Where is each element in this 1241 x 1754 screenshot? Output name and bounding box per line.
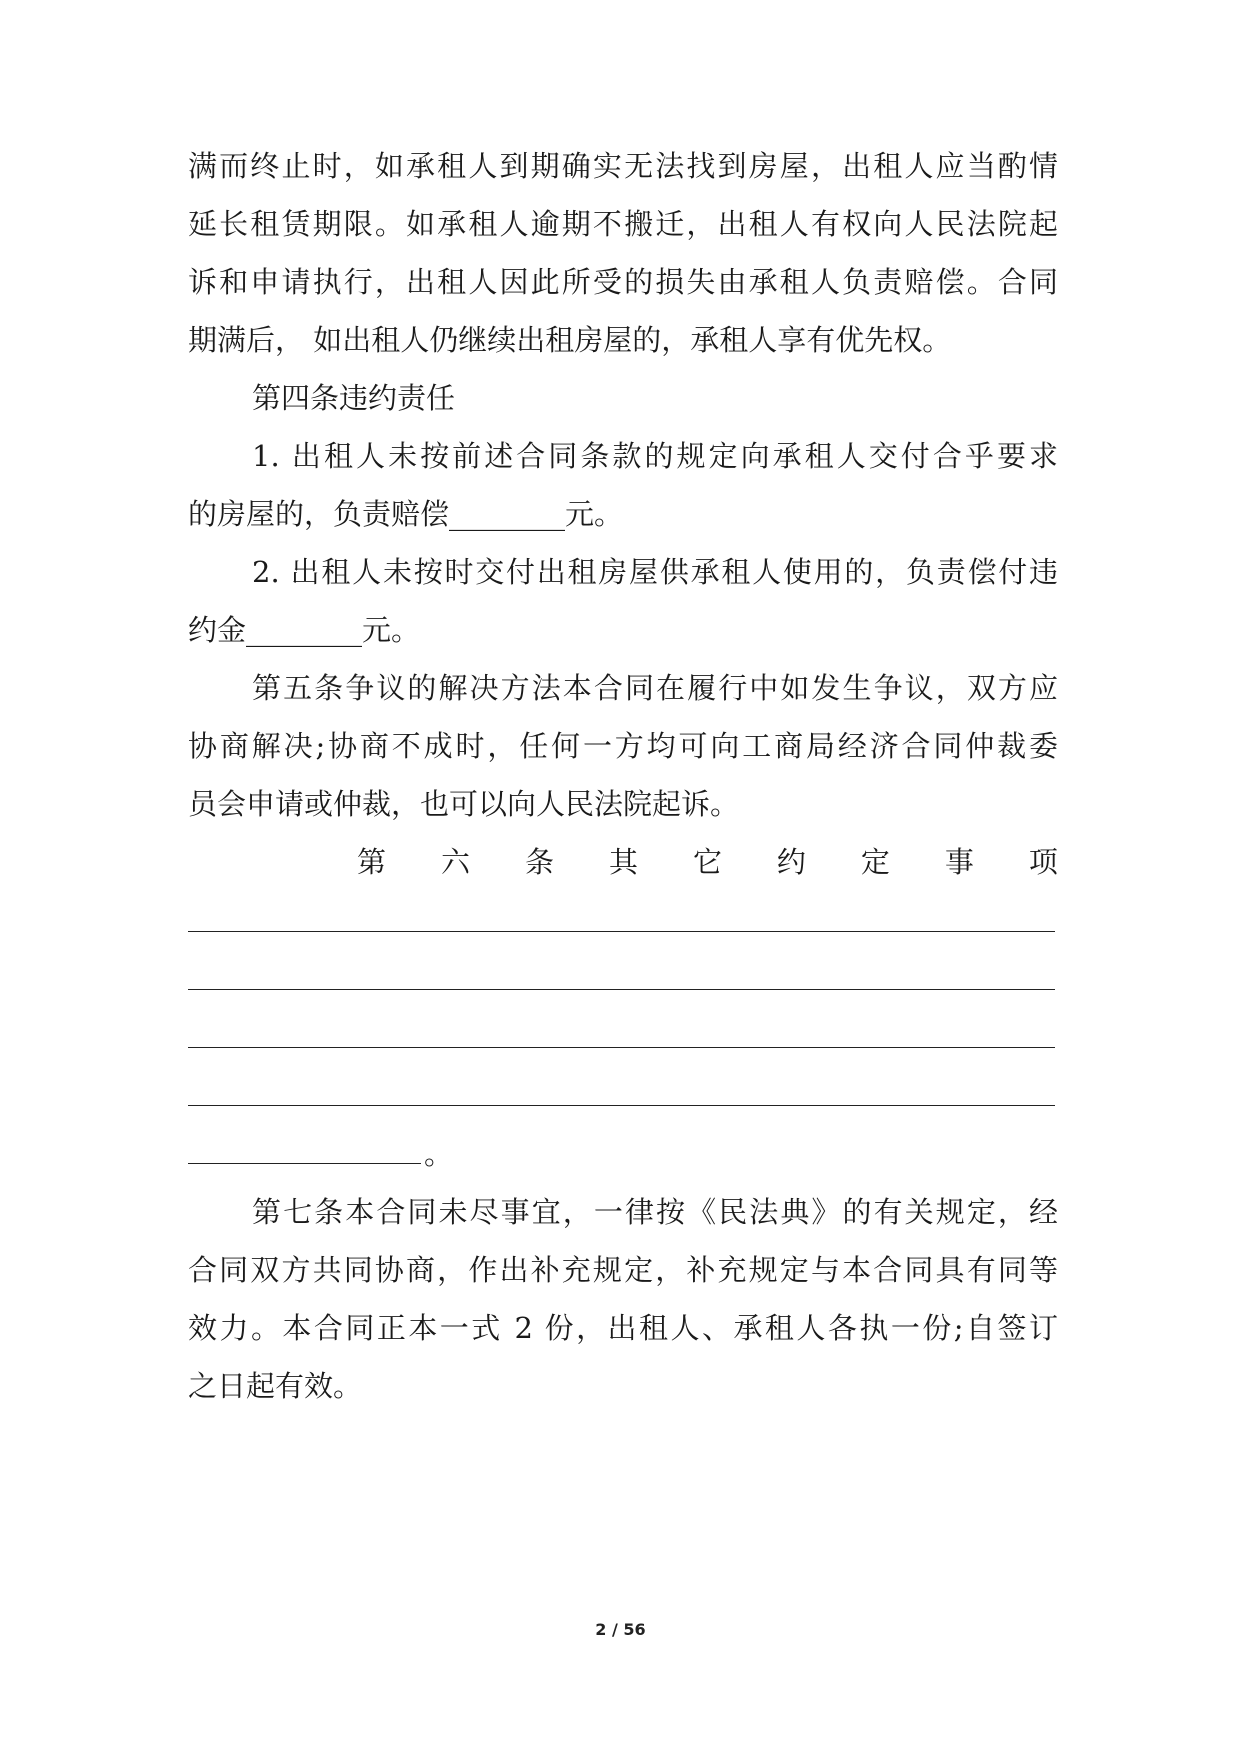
heading-char: 第 bbox=[357, 845, 387, 879]
article-seven-line: 合同双方共同协商，作出补充规定，补充规定与本合同具有同等 bbox=[188, 1253, 1058, 1287]
clause-line: 约金________元。 bbox=[188, 613, 421, 647]
article-four-heading: 第四条违约责任 bbox=[252, 381, 456, 415]
heading-char: 条 bbox=[524, 845, 554, 879]
paragraph-line: 满而终止时，如承租人到期确实无法找到房屋，出租人应当酌情 bbox=[188, 149, 1058, 183]
article-seven-line: 之日起有效。 bbox=[188, 1369, 363, 1403]
blank-fill-line bbox=[188, 1105, 1055, 1106]
paragraph-line: 期满后， 如出租人仍继续出租房屋的，承租人享有优先权。 bbox=[188, 323, 952, 357]
article-six-heading bbox=[357, 842, 1058, 882]
heading-char: 其 bbox=[608, 845, 638, 879]
article-five-line: 第五条争议的解决方法本合同在履行中如发生争议，双方应 bbox=[252, 671, 1058, 705]
heading-char: 定 bbox=[860, 845, 890, 879]
article-seven-line: 效力。本合同正本一式 2 份，出租人、承租人各执一份;自签订 bbox=[188, 1311, 1058, 1345]
blank-fill-line bbox=[188, 931, 1055, 932]
blank-fill-line bbox=[188, 1047, 1055, 1048]
paragraph-line: 诉和申请执行，出租人因此所受的损失由承租人负责赔偿。合同 bbox=[188, 265, 1058, 299]
heading-char: 事 bbox=[944, 845, 974, 879]
heading-char: 它 bbox=[692, 845, 722, 879]
clause-line: 2. 出租人未按时交付出租房屋供承租人使用的，负责偿付违 bbox=[252, 555, 1058, 589]
clause-line: 1. 出租人未按前述合同条款的规定向承租人交付合乎要求 bbox=[252, 439, 1058, 473]
article-five-line: 员会申请或仲裁，也可以向人民法院起诉。 bbox=[188, 787, 740, 821]
heading-char: 约 bbox=[776, 845, 806, 879]
blank-fill-line bbox=[188, 989, 1055, 990]
article-five-line: 协商解决;协商不成时，任何一方均可向工商局经济合同仲裁委 bbox=[188, 729, 1058, 763]
page-number: 2 / 56 bbox=[595, 1620, 646, 1639]
heading-char: 项 bbox=[1028, 845, 1058, 879]
paragraph-line: 延长租赁期限。如承租人逾期不搬迁，出租人有权向人民法院起 bbox=[188, 207, 1058, 241]
heading-char: 六 bbox=[440, 845, 470, 879]
article-seven-line: 第七条本合同未尽事宜，一律按《民法典》的有关规定，经 bbox=[252, 1195, 1058, 1229]
blank-end-mark: 。 bbox=[424, 1137, 454, 1171]
blank-fill-line-short bbox=[188, 1163, 421, 1164]
clause-line: 的房屋的，负责赔偿________元。 bbox=[188, 497, 624, 531]
